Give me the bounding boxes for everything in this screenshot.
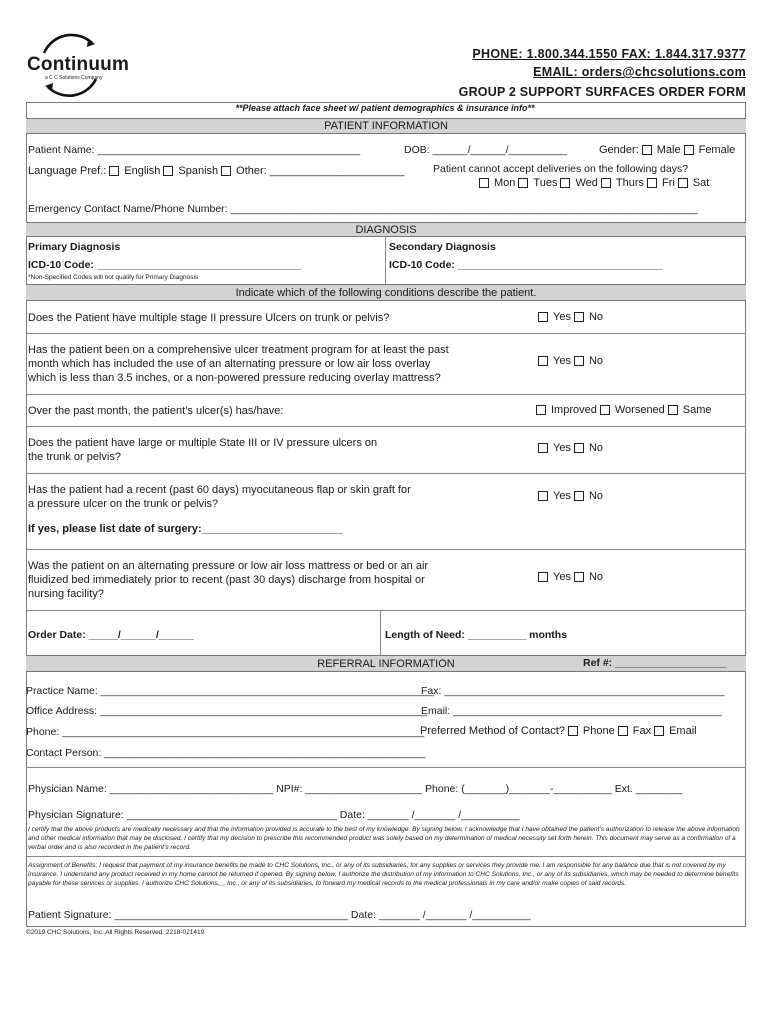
question-4: Does the patient have large or multiple State III or IV pressure ulcers on the trunk or pelvis? [28,437,378,463]
primary-icd-field[interactable]: ICD-10 Code: ___________________________________ [28,259,302,271]
day-thurs-label: Thurs [615,177,644,189]
q5-yes-checkbox[interactable] [538,491,548,501]
day-sat-checkbox[interactable] [678,178,688,188]
contact-method-group [420,725,697,737]
delivery-days-group [479,177,709,189]
contact-phone-checkbox[interactable] [568,726,578,736]
assignment-of-benefits: Assignment of Benefits: I request that payment of my insurance benefits be made to CHC Solutions, Inc., or any of its subsidiaries, for any supplies or services they provide me. I am responsible for any balance due that is not covered by my insurance. I understand any product received in my home cannot be returned if opened. By signing below, I authorize the distribution of my information to CHC Solutions, Inc., or any of its subsidiaries, which may be needed to determine benefits payable for these services or supplies. I authorize CHC Solutions,_, Inc., or any of its subsidiaries, to forward my medical records to the medical professionals in my care and/or make copies of said records. [28,862,739,887]
diagnosis-divider [385,237,386,284]
day-sat-label: Sat [692,177,710,189]
divider [26,549,746,550]
language-other-checkbox[interactable] [221,166,231,176]
q6-yes-label: Yes [553,571,571,583]
fax-field[interactable]: Fax: ________________________________________________ [421,685,725,697]
divider [26,394,746,395]
logo-subtitle: a C C Solutions Company [45,75,103,81]
q5-no-checkbox[interactable] [574,491,584,501]
day-mon-label: Mon [494,177,516,189]
physician-info-field[interactable]: Physician Name: ____________________________ NPI#: ____________________ Phone: (_______)_______-__________ Ext. ________ [28,783,683,795]
phone-field[interactable]: Phone: ______________________________________________________________ [26,726,425,738]
q3-same-label: Same [682,404,712,416]
patient-section-header: PATIENT INFORMATION [26,118,746,134]
q6-no-checkbox[interactable] [574,572,584,582]
day-tues-label: Tues [533,177,558,189]
gender-group [599,144,735,156]
q5-options [538,490,603,502]
language-spanish-label: Spanish [178,165,219,177]
q2-options [538,355,603,367]
q3-improved-label: Improved [551,404,597,416]
q1-no-label: No [588,311,604,323]
divider [26,767,746,768]
gender-label: Gender: [599,144,639,156]
order-date-field[interactable]: Order Date: _____/______/______ [28,629,194,641]
divider [26,473,746,474]
attach-note: **Please attach face sheet w/ patient demographics & insurance info** [235,103,535,113]
day-fri-checkbox[interactable] [647,178,657,188]
question-6: Was the patient on an alternating pressure or low air loss mattress or bed or an air fluidized bed immediately prior to recent (past 30 days) discharge from hospital or nursing facility? [28,560,429,600]
q4-options [538,442,603,454]
q2-yes-label: Yes [553,355,571,367]
q6-options [538,571,603,583]
physician-signature-field[interactable]: Physician Signature: ____________________________________ Date: _______ /_______ /__________ [28,809,520,821]
language-group [28,165,404,177]
secondary-icd-field[interactable]: ICD-10 Code: ___________________________________ [389,259,663,271]
q6-no-label: No [588,571,604,583]
day-mon-checkbox[interactable] [479,178,489,188]
contact-method-label: Preferred Method of Contact? [420,725,565,737]
question-2: Has the patient been on a comprehensive ulcer treatment program for at least the past month which has included the use of an alternating pressure or low air loss overlay which is less than 3.5 inches, or a non-powered pressure reducing overlay mattress? [28,344,449,384]
q1-yes-label: Yes [553,311,571,323]
q3-options [536,404,712,416]
gender-female-label: Female [698,144,736,156]
divider [26,856,746,857]
practice-name-field[interactable]: Practice Name: _________________________________________________________ [26,685,434,697]
surgery-date-field[interactable]: If yes, please list date of surgery:_______________________ [28,523,343,535]
form-title: GROUP 2 SUPPORT SURFACES ORDER FORM [458,85,746,99]
q3-improved-checkbox[interactable] [536,405,546,415]
q2-no-checkbox[interactable] [574,356,584,366]
day-fri-label: Fri [662,177,675,189]
divider [26,610,746,611]
copyright-footer: ©2019 CHC Solutions, Inc. All Rights Reserved. 2218-021419 [26,929,205,936]
secondary-diagnosis-label: Secondary Diagnosis [389,241,496,253]
language-label: Language Pref.: [28,165,107,177]
patient-signature-field[interactable]: Patient Signature: ________________________________________ Date: _______ /_______ /__________ [28,909,531,921]
diagnosis-section-header: DIAGNOSIS [26,222,746,237]
day-tues-checkbox[interactable] [518,178,528,188]
referral-section-header: REFERRAL INFORMATION [26,655,746,672]
length-of-need-field[interactable]: Length of Need: __________ months [385,629,568,641]
q2-no-label: No [588,355,604,367]
contact-email-label: Email [669,725,697,737]
gender-male-checkbox[interactable] [642,145,652,155]
q6-yes-checkbox[interactable] [538,572,548,582]
contact-fax-label: Fax [632,725,652,737]
q4-no-checkbox[interactable] [574,443,584,453]
contact-fax-checkbox[interactable] [618,726,628,736]
q5-yes-label: Yes [553,490,571,502]
contact-email-checkbox[interactable] [654,726,664,736]
patient-name-field[interactable]: Patient Name: _____________________________________________ [28,144,361,156]
email-link[interactable]: EMAIL: orders@chcsolutions.com [533,65,746,79]
day-wed-checkbox[interactable] [560,178,570,188]
q2-yes-checkbox[interactable] [538,356,548,366]
physician-certification: I certify that the above products are medically necessary and that the information provided is accurate to the best of my knowledge. By signing below, I acknowledge that I have obtained the patient’s authorization to release the above information and other medical information that may be disclosed. I certify that my decision to prescribe this recommended product was solely based on my determination of medical necessity set forth herein. This document may serve as a confirmation of a verbal order and is also recorded in the patient’s record. [28,826,740,851]
delivery-note: Patient cannot accept deliveries on the following days? [433,163,689,175]
q3-worsened-label: Worsened [614,404,665,416]
q1-no-checkbox[interactable] [574,312,584,322]
q3-same-checkbox[interactable] [668,405,678,415]
language-other-field[interactable]: Other: ______________________ [236,165,405,177]
question-3: Over the past month, the patient’s ulcer(s) has/have: [28,405,284,417]
primary-diagnosis-note: *Non-Specified Codes will not qualify for Primary Diagnosis [28,274,199,281]
q1-options [538,311,603,323]
order-divider [380,610,381,655]
gender-male-label: Male [656,144,681,156]
phone-fax[interactable]: PHONE: 1.800.344.1550 FAX: 1.844.317.9377 [472,47,746,61]
emergency-contact-field[interactable]: Emergency Contact Name/Phone Number: ________________________________________________________________________________ [28,203,698,215]
q5-no-label: No [588,490,604,502]
email-field[interactable]: Email: ______________________________________________ [421,705,722,717]
ref-number-field[interactable]: Ref #: ___________________ [583,657,727,669]
dob-field[interactable]: DOB: ______/______/__________ [404,144,567,156]
language-english-label: English [124,165,161,177]
divider [26,426,746,427]
q4-yes-checkbox[interactable] [538,443,548,453]
gender-female-checkbox[interactable] [684,145,694,155]
day-wed-label: Wed [575,177,598,189]
logo-name: Continuum [27,54,130,75]
language-english-checkbox[interactable] [109,166,119,176]
question-5: Has the patient had a recent (past 60 days) myocutaneous flap or skin graft for a pressure ulcer on the trunk or pelvis? [28,484,411,510]
contact-phone-label: Phone [582,725,615,737]
primary-diagnosis-label: Primary Diagnosis [28,241,121,253]
language-spanish-checkbox[interactable] [163,166,173,176]
q3-worsened-checkbox[interactable] [600,405,610,415]
conditions-section-header: Indicate which of the following conditions describe the patient. [26,284,746,301]
question-1: Does the Patient have multiple stage II pressure Ulcers on trunk or pelvis? [28,312,390,324]
q4-yes-label: Yes [553,442,571,454]
office-address-field[interactable]: Office Address: ________________________________________________________ [26,705,427,717]
contact-person-field[interactable]: Contact Person: _______________________________________________________ [26,747,426,759]
divider [26,333,746,334]
q4-no-label: No [588,442,604,454]
q1-yes-checkbox[interactable] [538,312,548,322]
day-thurs-checkbox[interactable] [601,178,611,188]
